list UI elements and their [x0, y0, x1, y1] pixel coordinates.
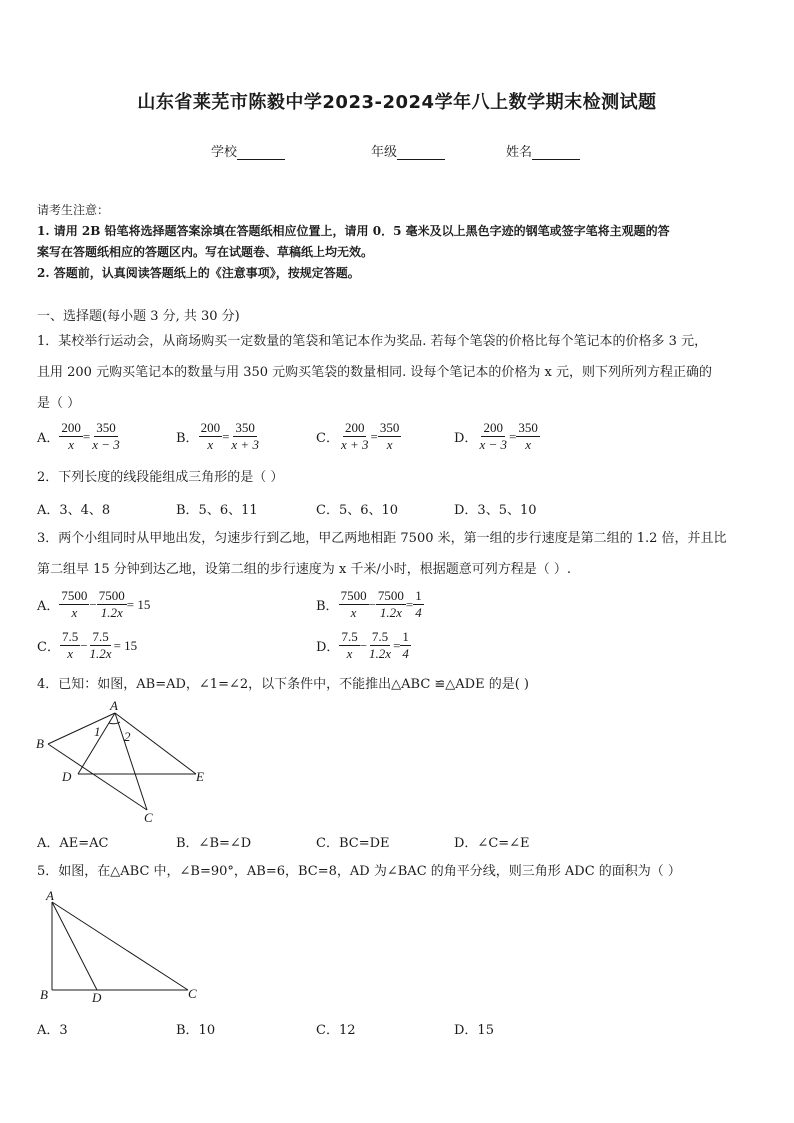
- q3-option-a[interactable]: [37, 588, 150, 621]
- denominator: x: [350, 605, 357, 620]
- denominator: x + 3: [340, 437, 369, 452]
- option-label: B．: [176, 431, 199, 446]
- denominator: x: [68, 437, 75, 452]
- denominator: x + 3: [231, 437, 259, 452]
- notice-heading: 请考生注意：: [37, 203, 110, 217]
- label-c: C: [144, 810, 153, 825]
- question-4-stem: 4．已知：如图，AB=AD，∠1=∠2，以下条件中，不能推出△ABC ≌△ADE 的是( ): [37, 677, 529, 692]
- numerator: 7500: [377, 588, 404, 603]
- segment-ad: [52, 902, 97, 990]
- option-label: D．: [316, 640, 340, 655]
- option-label: A．: [37, 599, 60, 614]
- option-label: C．: [316, 431, 339, 446]
- numerator: 200: [61, 420, 81, 435]
- numerator: 200: [200, 420, 221, 435]
- numerator: 350: [96, 420, 116, 435]
- option-label: A．: [37, 431, 60, 446]
- q1-option-a[interactable]: [37, 420, 122, 453]
- label-a: A: [46, 888, 54, 903]
- fraction: [400, 629, 411, 662]
- numerator: 7.5: [92, 629, 109, 644]
- q1-line-2: 且用 200 元购买笔记本的数量与用 350 元购买笔袋的数量相同. 设每个笔记本的价格为 x 元，则下列所列方程正确的: [37, 365, 713, 380]
- equals-sign: =: [508, 428, 517, 444]
- school-blank[interactable]: [237, 146, 285, 160]
- fraction: [229, 420, 261, 453]
- fraction: [59, 588, 89, 621]
- q2-option-a[interactable]: A．3、4、8: [37, 503, 111, 518]
- denominator: 1.2x: [369, 646, 392, 661]
- q4-option-b[interactable]: B．∠B=∠D: [176, 836, 252, 851]
- q4-option-c[interactable]: C．BC=DE: [316, 836, 390, 851]
- rhs: = 15: [113, 637, 138, 653]
- numerator: 7.5: [61, 629, 79, 644]
- numerator: 200: [483, 420, 503, 435]
- numerator: 350: [235, 420, 255, 435]
- q3-line-2: 第二组早 15 分钟到达乙地，设第二组的步行速度为 x 千米/小时，根据题意可列方程是（ ）.: [37, 562, 572, 577]
- equals-sign: =: [393, 637, 401, 653]
- label-b: B: [36, 736, 44, 751]
- section-heading: 一、选择题(每小题 3 分, 共 30 分): [37, 309, 240, 324]
- q1-option-c[interactable]: [316, 420, 401, 453]
- fraction: [477, 420, 509, 453]
- fraction: [367, 629, 393, 662]
- school-field[interactable]: [211, 141, 285, 160]
- denominator: x − 3: [92, 437, 120, 452]
- notice-block: [37, 200, 767, 284]
- fraction: [199, 420, 223, 453]
- label-b: B: [40, 987, 48, 1002]
- segment-ac: [115, 713, 147, 810]
- q2-option-b[interactable]: B．5、6、11: [176, 503, 258, 518]
- question-5-stem: 5．如图，在△ABC 中，∠B=90°，AB=6，BC=8，AD 为∠BAC 的角平分线，则三角形 ADC 的面积为（ ）: [37, 864, 681, 879]
- q3-option-d[interactable]: [316, 629, 411, 662]
- numerator: 7.5: [371, 629, 389, 644]
- fraction: [59, 420, 83, 453]
- minus-sign: −: [80, 637, 88, 653]
- fraction: [413, 588, 424, 621]
- label-d: D: [62, 769, 72, 784]
- name-blank[interactable]: [532, 146, 580, 160]
- grade-blank[interactable]: [397, 146, 445, 160]
- q2-option-c[interactable]: C．5、6、10: [316, 503, 399, 518]
- denominator: 1.2x: [89, 646, 112, 661]
- q5-option-b[interactable]: B．10: [176, 1023, 216, 1038]
- q5-figure: [30, 886, 210, 1006]
- q1-option-d[interactable]: [454, 420, 540, 453]
- minus-sign: −: [368, 596, 376, 612]
- numerator: 7.5: [341, 629, 358, 644]
- question-2-stem: 2．下列长度的线段能组成三角形的是（ ）: [37, 470, 284, 485]
- option-label: C．: [37, 640, 60, 655]
- name-label: 姓名: [506, 145, 533, 160]
- fraction: [376, 588, 406, 621]
- equals-sign: =: [405, 596, 414, 612]
- q3-option-c[interactable]: [37, 629, 137, 662]
- notice-item-1b: 案写在答题纸相应的答题区内。写在试题卷、草稿纸上均无效。: [37, 245, 374, 259]
- denominator: x: [71, 605, 78, 620]
- denominator: x: [386, 437, 393, 452]
- equals-sign: =: [82, 428, 91, 444]
- q1-line-1: 1．某校举行运动会，从商场购买一定数量的笔袋和笔记本作为奖品. 若每个笔袋的价格比每个笔记本的价格多 3 元，: [37, 334, 708, 349]
- q3-option-b[interactable]: [316, 588, 424, 621]
- q5-option-d[interactable]: D．15: [454, 1023, 494, 1038]
- numerator: 200: [344, 420, 365, 435]
- notice-item-2: 2. 答题前，认真阅读答题纸上的《注意事项》，按规定答题。: [37, 266, 360, 280]
- q4-option-d[interactable]: D．∠C=∠E: [454, 836, 530, 851]
- page-title: 山东省莱芜市陈毅中学2023-2024学年八上数学期末检测试题: [137, 92, 657, 113]
- label-a: A: [110, 698, 118, 713]
- question-1: [37, 326, 767, 419]
- q1-line-3: 是（ ）: [37, 396, 81, 411]
- q4-option-a[interactable]: A．AE=AC: [37, 836, 109, 851]
- fraction: [88, 629, 114, 662]
- label-c: C: [188, 986, 197, 1001]
- denominator: 1.2x: [379, 605, 402, 620]
- numerator: 350: [379, 420, 400, 435]
- fraction: [90, 420, 122, 453]
- grade-label: 年级: [371, 145, 398, 160]
- minus-sign: −: [359, 637, 368, 653]
- segment-ac: [52, 902, 188, 990]
- minus-sign: −: [89, 596, 97, 612]
- segment-ab: [48, 713, 115, 744]
- numerator: 350: [518, 420, 538, 435]
- fraction: [339, 629, 359, 662]
- q2-option-d[interactable]: D．3、5、10: [454, 503, 537, 518]
- numerator: 1: [402, 629, 409, 644]
- q4-figure: [30, 698, 220, 828]
- numerator: 7500: [61, 588, 88, 603]
- segment-ad: [78, 713, 115, 774]
- denominator: 1.2x: [100, 605, 123, 620]
- equals-sign: =: [370, 428, 378, 444]
- denominator: x − 3: [479, 437, 507, 452]
- denominator: 4: [415, 605, 422, 620]
- numerator: 1: [415, 588, 422, 603]
- name-field[interactable]: [506, 141, 580, 160]
- label-d: D: [92, 990, 102, 1005]
- denominator: x: [525, 437, 531, 452]
- notice-item-1a: 1. 请用 2B 铅笔将选择题答案涂填在答题纸相应位置上，请用 0．5 毫米及以上黑色字迹的钢笔或签字笔将主观题的答: [37, 224, 670, 238]
- fraction: [97, 588, 127, 621]
- denominator: x: [207, 437, 214, 452]
- denominator: x: [346, 646, 353, 661]
- label-angle-2: 2: [124, 729, 131, 744]
- q5-option-c[interactable]: C．12: [316, 1023, 356, 1038]
- rhs: = 15: [126, 596, 151, 612]
- fraction: [339, 420, 371, 453]
- denominator: x: [67, 646, 73, 661]
- fraction: [60, 629, 80, 662]
- label-angle-1: 1: [94, 724, 101, 739]
- grade-field[interactable]: [371, 141, 445, 160]
- q1-option-b[interactable]: [176, 420, 261, 453]
- denominator: 4: [402, 646, 409, 661]
- fraction: [339, 588, 369, 621]
- school-label: 学校: [211, 145, 238, 160]
- fraction: [378, 420, 402, 453]
- numerator: 7500: [98, 588, 125, 603]
- option-label: D．: [454, 431, 478, 446]
- option-label: B．: [316, 599, 339, 614]
- equals-sign: =: [222, 428, 230, 444]
- q3-line-1: 3．两个小组同时从甲地出发，匀速步行到乙地，甲乙两地相距 7500 米，第一组的步行速度是第二组的 1.2 倍，并且比: [37, 531, 727, 546]
- q5-option-a[interactable]: A．3: [37, 1023, 68, 1038]
- numerator: 7500: [340, 588, 367, 603]
- label-e: E: [196, 769, 204, 784]
- question-3: [37, 523, 767, 585]
- fraction: [516, 420, 540, 453]
